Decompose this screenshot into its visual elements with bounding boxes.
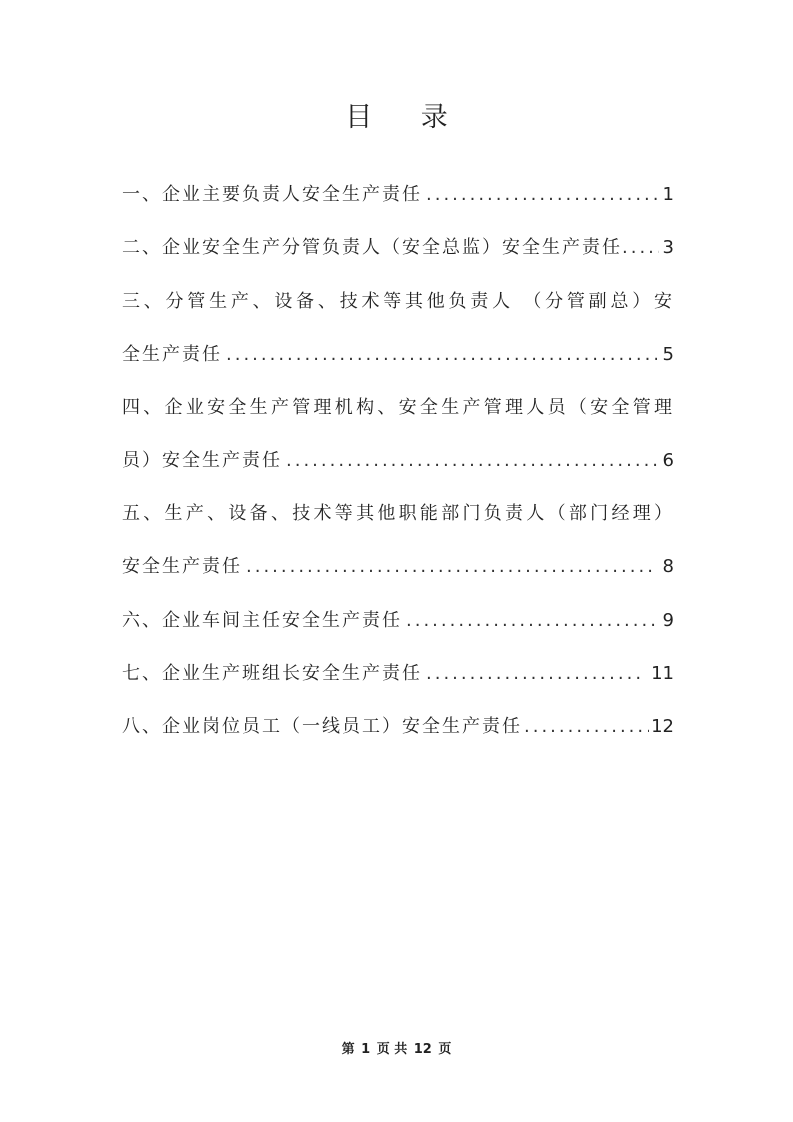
toc-leader-dots [286, 446, 657, 476]
footer-label-mid: 页 共 [376, 1042, 408, 1057]
toc-entry-7[interactable] [122, 659, 674, 689]
toc-page-number: 9 [662, 610, 674, 631]
toc-entry-4-line1[interactable] [122, 393, 674, 423]
toc-leader-dots [406, 606, 657, 636]
toc-entry-8[interactable] [122, 712, 674, 742]
toc-entry-1[interactable] [122, 180, 674, 210]
toc-leader-dots [226, 340, 657, 370]
toc-entry-4[interactable] [122, 446, 674, 476]
toc-entry-6[interactable] [122, 606, 674, 636]
toc-leader-dots [426, 659, 645, 689]
toc-entry-text: 一、企业主要负责人安全生产责任 [122, 184, 422, 205]
toc-entry-text: 四、企业安全生产管理机构、安全生产管理人员（安全管理 [122, 397, 674, 418]
footer-label-prefix: 第 [341, 1042, 355, 1057]
toc-entry-text: 七、企业生产班组长安全生产责任 [122, 663, 422, 684]
toc-page-number: 5 [662, 344, 674, 365]
toc-entry-3-line1[interactable] [122, 287, 674, 317]
toc-entry-5[interactable] [122, 552, 674, 582]
toc-entry-text: 八、企业岗位员工（一线员工）安全生产责任 [122, 716, 522, 737]
toc-entry-text: 六、企业车间主任安全生产责任 [122, 610, 402, 631]
toc-entry-2[interactable] [122, 233, 674, 263]
toc-entry-text: 二、企业安全生产分管负责人（安全总监）安全生产责任 [122, 237, 622, 258]
toc-leader-dots [246, 552, 657, 582]
toc-entry-text: 安全生产责任 [122, 556, 242, 577]
toc-leader-dots [426, 180, 657, 210]
toc-entry-text: 三、分管生产、设备、技术等其他负责人 （分管副总）安 [122, 291, 674, 312]
toc-page-number: 12 [651, 716, 674, 737]
toc-entry-text: 员）安全生产责任 [122, 450, 282, 471]
toc-page-number: 1 [662, 184, 674, 205]
toc-page-number: 8 [662, 556, 674, 577]
toc-page-number: 11 [651, 663, 674, 684]
toc-entry-text: 全生产责任 [122, 344, 222, 365]
toc-entry-text: 五、生产、设备、技术等其他职能部门负责人（部门经理） [122, 503, 674, 524]
footer-label-suffix: 页 [438, 1042, 452, 1057]
footer-total-pages: 12 [413, 1042, 432, 1057]
toc-entry-5-line1[interactable] [122, 499, 674, 529]
toc-entry-3[interactable] [122, 340, 674, 370]
page-footer [0, 1041, 793, 1059]
toc-page-number: 3 [662, 237, 674, 258]
footer-current-page: 1 [361, 1042, 371, 1057]
toc-page-number: 6 [662, 450, 674, 471]
toc-leader-dots [622, 233, 659, 263]
page-title: 目 录 [345, 102, 468, 133]
toc-leader-dots [524, 712, 649, 742]
